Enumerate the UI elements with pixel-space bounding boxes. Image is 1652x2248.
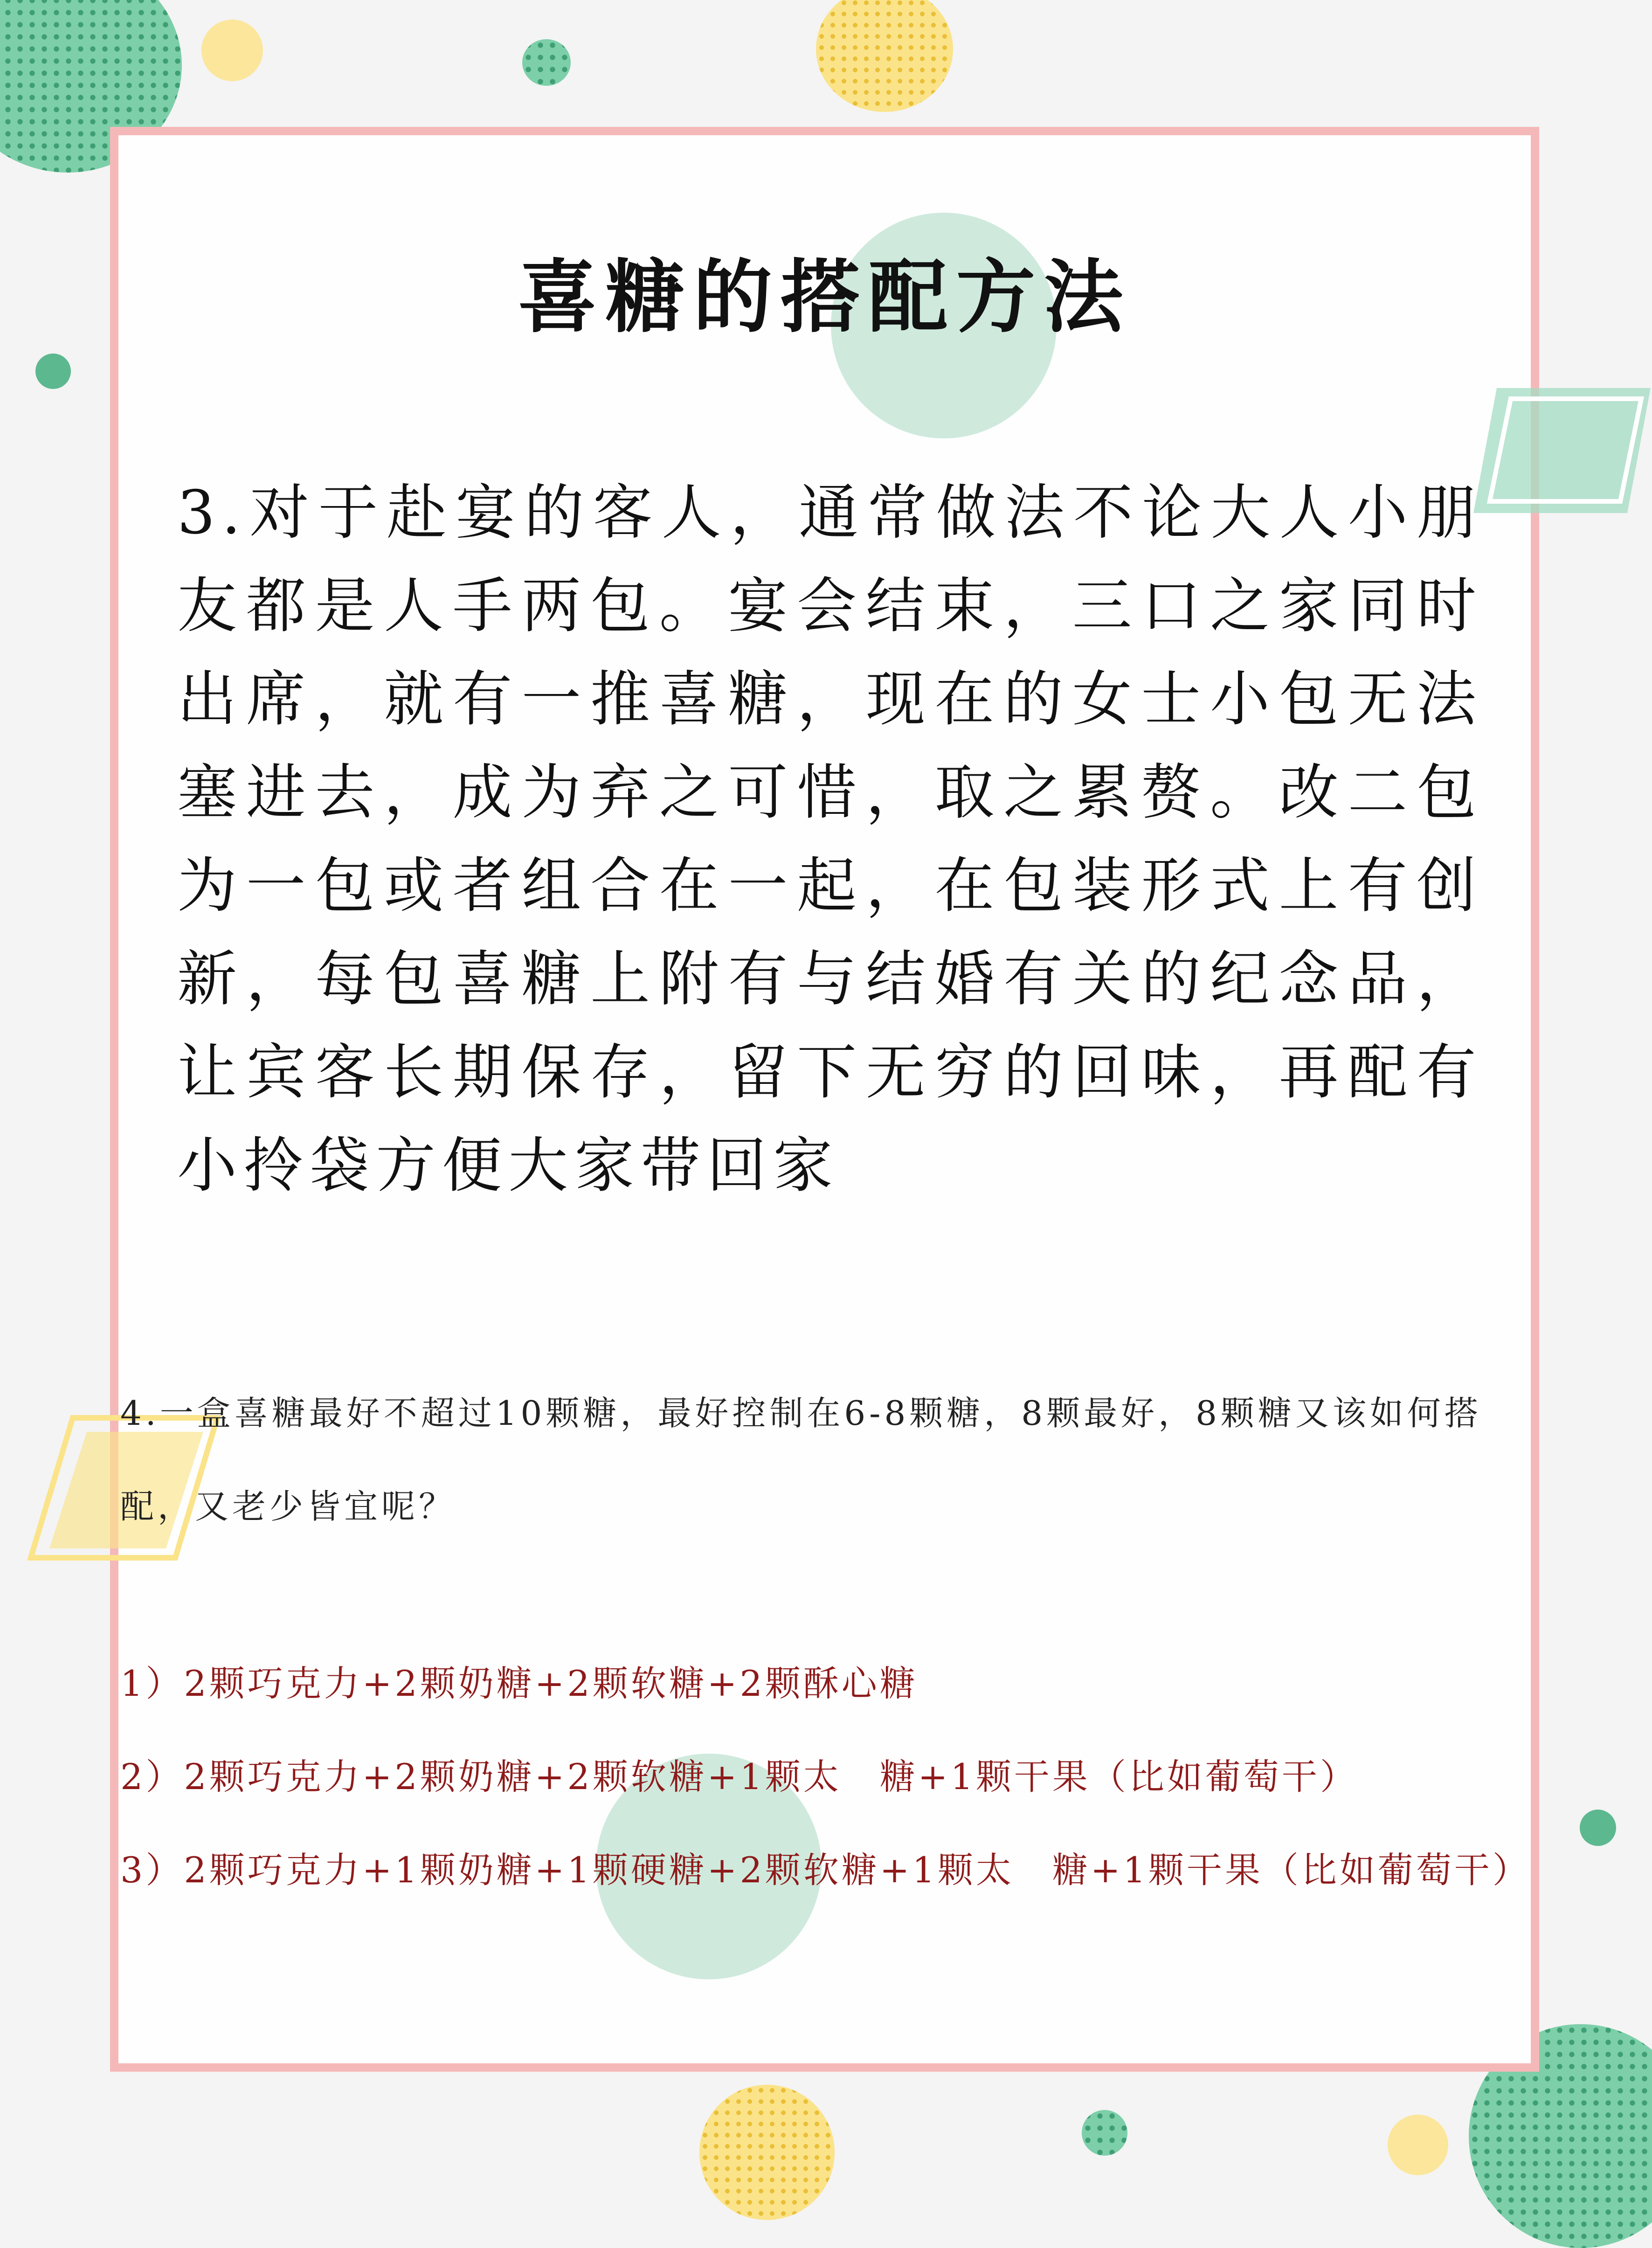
decor-yellow-circle-bottom	[1388, 2115, 1448, 2175]
decor-dotted-circle-small-bottom	[1082, 2110, 1127, 2156]
page-title: 喜糖的搭配方法	[518, 250, 1132, 344]
decor-dotted-yellow-circle-top	[816, 0, 953, 112]
combo-item-3: 3）2颗巧克力+1颗奶糖+1颗硬糖+2颗软糖+1颗太 糖+1颗干果（比如葡萄干）	[120, 1849, 1531, 1891]
decor-dotted-yellow-circle-bottom	[699, 2085, 835, 2220]
decor-yellow-circle-top	[201, 20, 263, 81]
combo-item-1: 1）2颗巧克力+2颗奶糖+2颗软糖+2颗酥心糖	[120, 1663, 918, 1704]
paragraph-3: 3.对于赴宴的客人，通常做法不论大人小朋友都是人手两包。宴会结束，三口之家同时出席，就有一推喜糖，现在的女士小包无法塞进去，成为弃之可惜，取之累赘。改二包为一包或者组合在一起，在包装形式上有创新，每包喜糖上附有与结婚有关的纪念品，让宾客长期保存，留下无穷的回味，再配有小拎袋方便大家带回家	[177, 478, 1483, 1200]
combo-item-2: 2）2颗巧克力+2颗奶糖+2颗软糖+1颗太 糖+1颗干果（比如葡萄干）	[120, 1756, 1358, 1797]
paragraph-4: 4.一盒喜糖最好不超过10颗糖，最好控制在6-8颗糖，8颗最好，8颗糖又该如何搭配，又老少皆宜呢？	[120, 1394, 1482, 1526]
decor-green-parallelogram	[1469, 382, 1652, 522]
decor-dotted-circle-small-top	[522, 39, 571, 86]
decor-green-dot-left	[35, 354, 71, 389]
combo-list	[120, 1646, 1612, 1926]
